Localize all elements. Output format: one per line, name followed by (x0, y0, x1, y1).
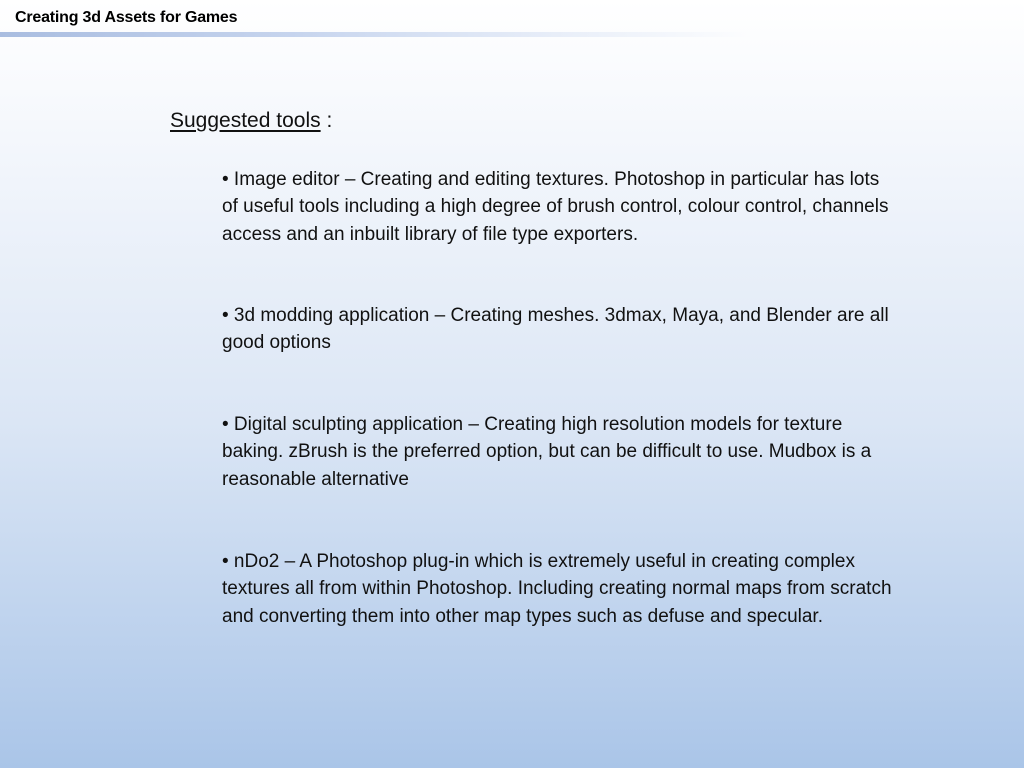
section-heading-colon: : (320, 109, 333, 132)
title-underline-bar (0, 32, 750, 37)
tool-item-ndo2: • nDo2 – A Photoshop plug-in which is extremely useful in creating complex textures all from within Photoshop. Including creating normal maps from scratch and converting them into other map types such as defuse and specular. (222, 551, 892, 627)
tool-item-image-editor: • Image editor – Creating and editing textures. Photoshop in particular has lots of useful tools including a high degree of brush control, colour control, channels access and an inbuilt library of file type exporters. (222, 169, 889, 245)
section-heading-text: Suggested tools (170, 109, 321, 132)
tool-item-digital-sculpting: • Digital sculpting application – Creating high resolution models for texture baking. zBrush is the preferred option, but can be difficult to use. Mudbox is a reasonable alternative (222, 414, 872, 490)
section-heading (170, 109, 332, 133)
tool-item-3d-modding: • 3d modding application – Creating meshes. 3dmax, Maya, and Blender are all good options (222, 305, 889, 354)
slide-title: Creating 3d Assets for Games (15, 9, 238, 26)
